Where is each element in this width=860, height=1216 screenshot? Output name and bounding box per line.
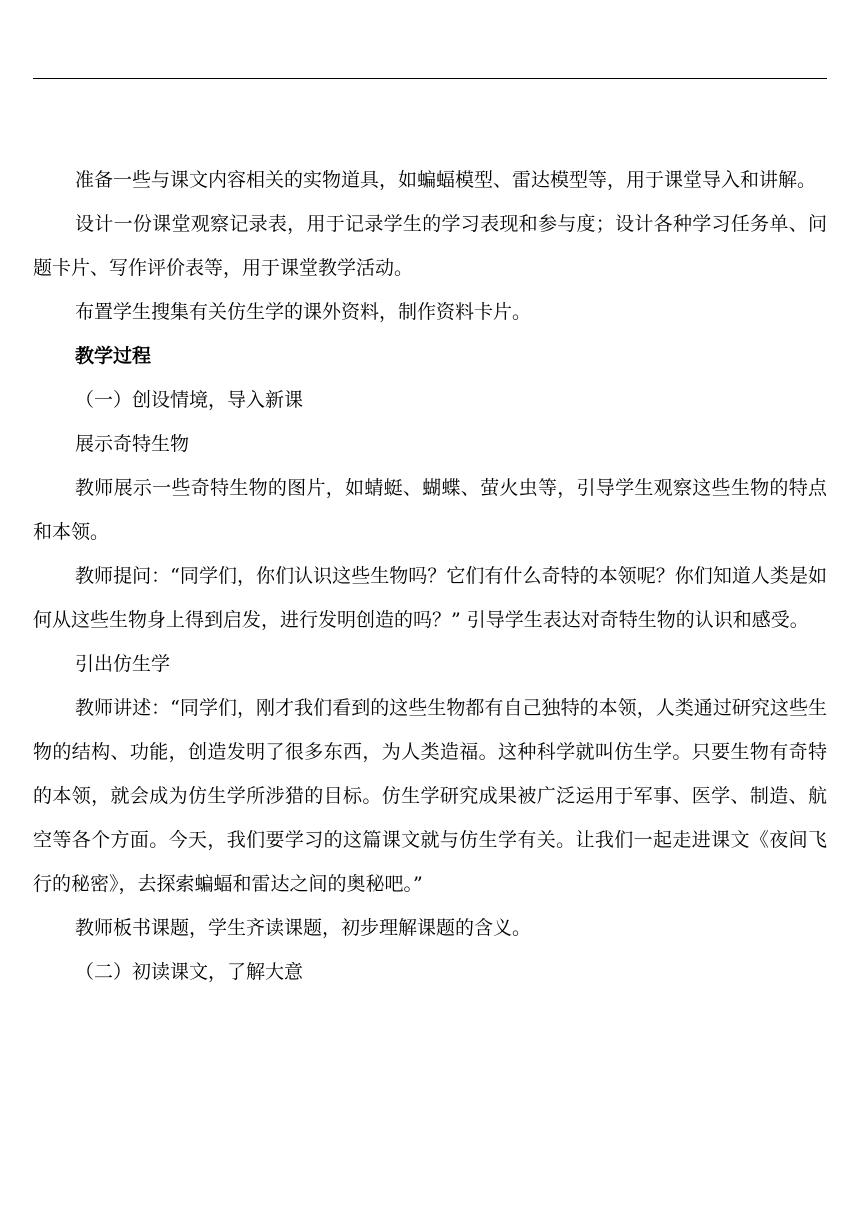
- paragraph-teacher-narration: 教师讲述：“同学们，刚才我们看到的这些生物都有自己独特的本领，人类通过研究这些生物的结构、功能，创造发明了很多东西，为人类造福。这种科学就叫仿生学。只要生物有奇特的本领，就会成为仿生学所涉猎的目标。仿生学研究成果被广泛运用于军事、医学、制造、航空等各个方面。今天，我们要学习的这篇课文就与仿生学有关。让我们一起走进课文《夜间飞行的秘密》，去探索蝙蝠和雷达之间的奥秘吧。”: [33, 697, 827, 895]
- paragraph-collect-materials: 布置学生搜集有关仿生学的课外资料，制作资料卡片。: [75, 301, 532, 323]
- step-heading-introduce-bionics: 引出仿生学: [75, 653, 171, 675]
- paragraph-teacher-question: 教师提问：“同学们，你们认识这些生物吗？它们有什么奇特的本领呢？你们知道人类是如何从这些生物身上得到启发，进行发明创造的吗？” 引导学生表达对奇特生物的认识和感受。: [33, 565, 827, 631]
- paragraph-show-pictures: 教师展示一些奇特生物的图片，如蜻蜓、蝴蝶、萤火虫等，引导学生观察这些生物的特点和本领。: [33, 477, 827, 543]
- subsection-heading-2: （二）初读课文，了解大意: [75, 961, 304, 983]
- subsection-heading-1: （一）创设情境，导入新课: [75, 389, 304, 411]
- header-rule: [33, 78, 827, 79]
- document-body: [33, 158, 827, 994]
- paragraph-observation-sheet: 设计一份课堂观察记录表，用于记录学生的学习表现和参与度；设计各种学习任务单、问题卡片、写作评价表等，用于课堂教学活动。: [33, 213, 827, 279]
- step-heading-show-creatures: 展示奇特生物: [75, 433, 190, 455]
- section-heading-teaching-process: 教学过程: [75, 345, 152, 367]
- paragraph-props: 准备一些与课文内容相关的实物道具，如蝙蝠模型、雷达模型等，用于课堂导入和讲解。: [75, 169, 817, 191]
- paragraph-board-title: 教师板书课题，学生齐读课题，初步理解课题的含义。: [75, 917, 532, 939]
